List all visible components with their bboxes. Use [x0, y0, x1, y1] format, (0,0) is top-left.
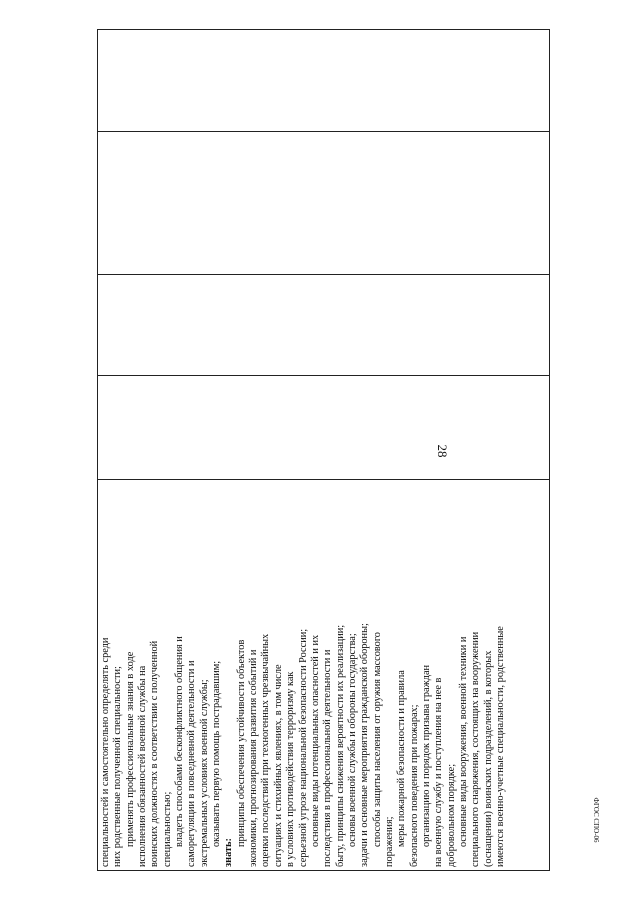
text-line: безопасного поведения при пожарах;	[408, 704, 420, 867]
text-line: воинских должностях в соответствии с полученной	[149, 640, 161, 867]
text-line: основы военной службы и обороны государства;	[346, 633, 358, 847]
text-line: экономики, прогнозирования развития событий и	[248, 649, 260, 867]
text-line: поражения;	[383, 816, 395, 867]
text-line: экстремальных условиях военной службы;	[198, 679, 210, 867]
text-line: применять профессиональные знания в ходе	[124, 651, 136, 847]
table-row-divider	[98, 274, 549, 275]
content-cell	[98, 479, 551, 871]
text-line: организацию и порядок призыва граждан	[420, 664, 432, 847]
text-line: последствия в профессиональной деятельности и	[322, 649, 334, 867]
text-line: способы защиты населения от оружия массового	[371, 632, 383, 847]
footer-code: ФГОС СПО-06	[592, 797, 600, 843]
text-line: специальностью;	[161, 791, 173, 867]
page-number: 28	[435, 444, 450, 458]
text-line: в условиях противодействия терроризму как	[285, 671, 297, 867]
table-row-divider	[98, 131, 549, 132]
text-line: задачи и основные мероприятия гражданской обороны;	[359, 623, 371, 867]
text-line: имеются военно-учетные специальности, родственные	[495, 626, 506, 867]
text-line: ситуациях и стихийных явлениях, в том числе	[272, 664, 284, 867]
table-row-divider	[98, 375, 549, 376]
text-line: исполнения обязанностей военной службы на	[137, 665, 149, 867]
text-line: принципы обеспечения устойчивости объектов	[235, 639, 247, 847]
text-line: специальностей и самостоятельно определять среди	[100, 637, 111, 867]
text-line: оказывать первую помощь пострадавшим;	[211, 660, 223, 847]
text-line: них родственные полученной специальности;	[112, 666, 124, 867]
text-line: (оснащении) воинских подразделений, в которых	[482, 650, 494, 867]
text-line: саморегуляции в повседневной деятельности и	[186, 660, 198, 867]
text-line: знать:	[223, 838, 235, 867]
text-line: оценки последствий при техногенных чрезвычайных	[260, 633, 272, 867]
text-line: основные виды потенциальных опасностей и их	[309, 634, 321, 847]
text-line: на военную службу и поступления на нее в	[433, 677, 445, 867]
text-line: быту, принципы снижения вероятности их реализации;	[334, 624, 346, 867]
text-line: серьезной угрозе национальной безопасности России;	[297, 628, 309, 867]
content-text	[98, 479, 551, 871]
text-line: добровольном порядке;	[445, 763, 457, 867]
text-line: меры пожарной безопасности и правила	[396, 670, 408, 847]
standards-table	[97, 29, 550, 871]
text-line: основные виды вооружения, военной техники и	[457, 636, 469, 847]
text-line: специального снаряжения, состоящих на вооружении	[470, 631, 482, 867]
text-line: владеть способами бесконфликтного общения и	[174, 636, 186, 847]
